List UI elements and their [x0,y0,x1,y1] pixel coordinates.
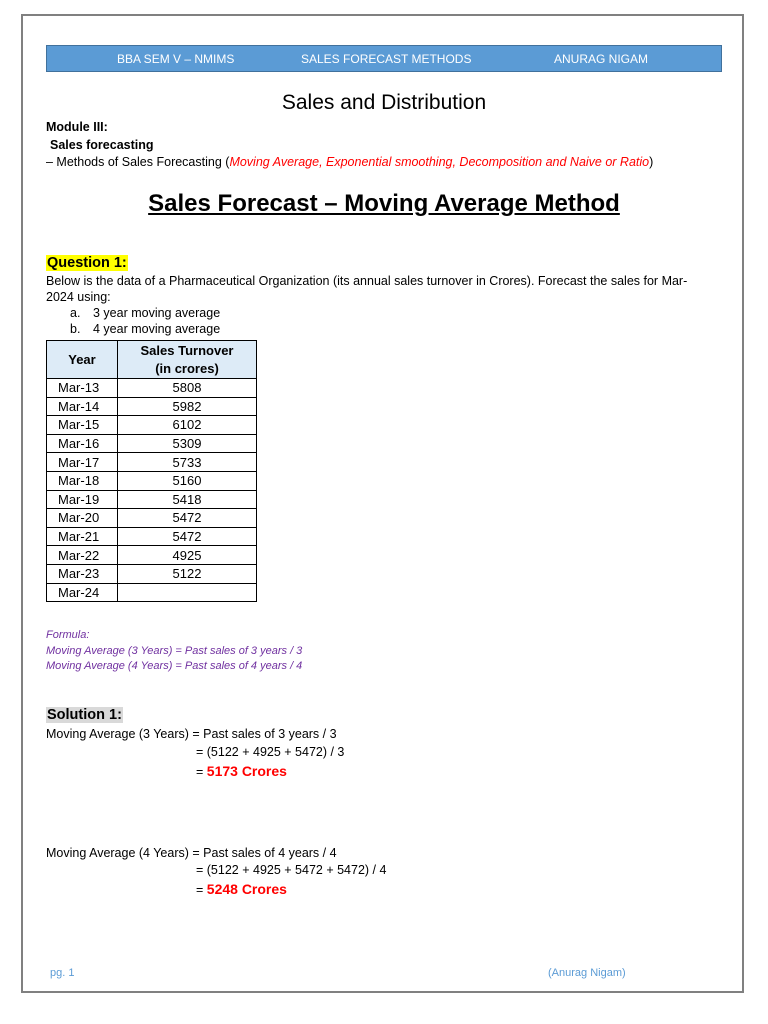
ma3-eq: = [196,765,207,779]
solution-label: Solution 1: [47,707,122,723]
header-left: BBA SEM V – NMIMS [117,51,235,66]
cell-year: Mar-20 [47,509,118,528]
question-item-a [70,306,220,320]
table-row [47,564,257,583]
solution-label-wrap [46,707,123,723]
table-row [47,434,257,453]
cell-value: 5472 [118,527,257,546]
question-label: Question 1: [47,255,127,271]
table-row [47,583,257,602]
sales-table [46,340,257,602]
cell-value: 5808 [118,379,257,398]
formula-label: Formula: [46,629,90,641]
cell-value: 5309 [118,434,257,453]
ma3-line-1: Moving Average (3 Years) = Past sales of 3 years / 3 [46,727,337,741]
header-sales [118,341,257,379]
table-row [47,379,257,398]
cell-year: Mar-17 [47,453,118,472]
footer-author: (Anurag Nigam) [548,967,626,979]
header-sales-line2: (in crores) [155,360,219,376]
cell-value: 5418 [118,490,257,509]
header-right: ANURAG NIGAM [554,51,649,66]
cell-year: Mar-13 [47,379,118,398]
table-header-row [47,341,257,379]
ma4-line-1: Moving Average (4 Years) = Past sales of 4 years / 4 [46,846,337,860]
item-marker: a. [70,306,81,320]
cell-value: 4925 [118,546,257,565]
ma3-result-line [196,763,287,779]
question-text-2: 2024 using: [46,290,111,304]
table-row [47,397,257,416]
table-row [47,471,257,490]
question-text-1: Below is the data of a Pharmaceutical Organization (its annual sales turnover in Crores). Forecast the sales for Mar- [46,274,688,288]
cell-value: 5733 [118,453,257,472]
table-row [47,546,257,565]
formula-line-1: Moving Average (3 Years) = Past sales of 3 years / 3 [46,645,303,657]
cell-value [118,583,257,602]
module-label: Module III: [46,120,108,134]
main-heading: Sales Forecast – Moving Average Method [148,190,620,217]
item-marker: b. [70,322,81,336]
header-sales-line1: Sales Turnover [140,342,234,358]
cell-year: Mar-18 [47,471,118,490]
item-text: 3 year moving average [93,306,221,320]
table-row [47,490,257,509]
ma4-result: 5248 Crores [206,881,287,897]
header-year: Year [47,341,118,379]
table-row [47,453,257,472]
cell-year: Mar-14 [47,397,118,416]
item-text: 4 year moving average [93,322,221,336]
cell-year: Mar-21 [47,527,118,546]
cell-year: Mar-19 [47,490,118,509]
cell-year: Mar-16 [47,434,118,453]
cell-value: 6102 [118,416,257,435]
formula-line-2: Moving Average (4 Years) = Past sales of 4 years / 4 [46,660,303,672]
table-row [47,416,257,435]
question-label-wrap [46,255,128,271]
page-title: Sales and Distribution [281,91,487,114]
ma3-result: 5173 Crores [206,763,287,779]
cell-value: 5982 [118,397,257,416]
cell-value: 5160 [118,471,257,490]
ma3-line-2: = (5122 + 4925 + 5472) / 3 [196,745,345,759]
cell-value: 5472 [118,509,257,528]
cell-year: Mar-22 [47,546,118,565]
cell-value: 5122 [118,564,257,583]
methods-suffix: ) [649,155,654,169]
table-row [47,527,257,546]
ma4-line-2: = (5122 + 4925 + 5472 + 5472) / 4 [196,863,387,877]
question-item-b [70,322,220,336]
module-topic: Sales forecasting [50,138,154,152]
header-bar [46,45,722,72]
methods-line [46,155,653,169]
methods-prefix: – Methods of Sales Forecasting ( [46,155,230,169]
header-center: SALES FORECAST METHODS [301,51,472,66]
cell-year: Mar-15 [47,416,118,435]
methods-list: Moving Average, Exponential smoothing, Decomposition and Naive or Ratio [229,155,650,169]
cell-year: Mar-23 [47,564,118,583]
ma4-result-line [196,881,287,897]
cell-year: Mar-24 [47,583,118,602]
footer-page: pg. 1 [50,967,75,979]
ma4-eq: = [196,883,207,897]
table-row [47,509,257,528]
